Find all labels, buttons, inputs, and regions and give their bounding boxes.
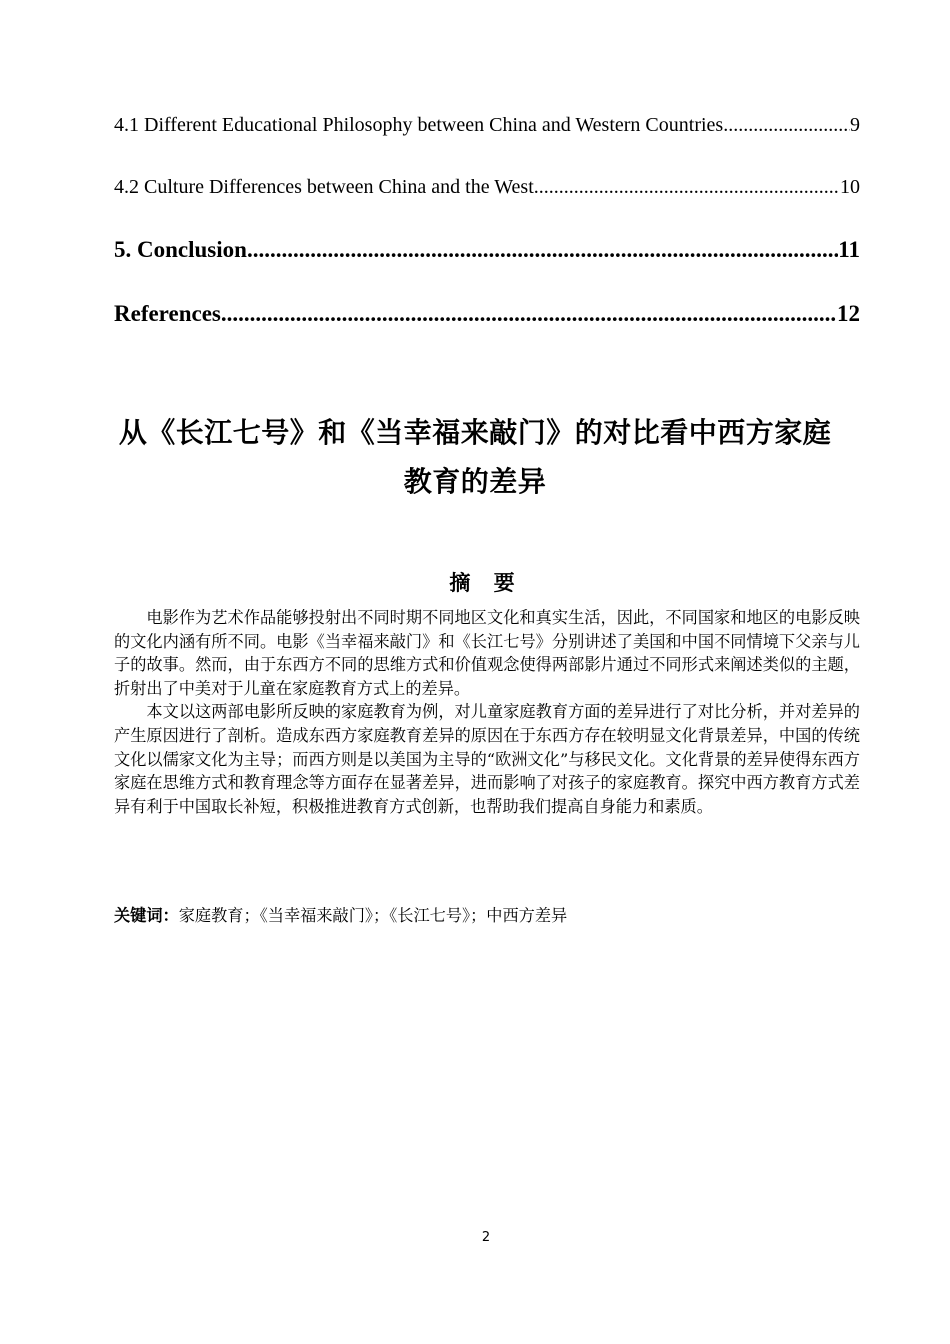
toc-page-number: 9 (850, 114, 860, 136)
abstract-heading: 摘 要 (449, 571, 523, 595)
abstract-paragraph: 本文以这两部电影所反映的家庭教育为例，对儿童家庭教育方面的差异进行了对比分析，并对差异的产生原因进行了剖析。造成东西方家庭教育差异的原因在于东西方存在较明显文化背景差异，中国的传统文化以儒家文化为主导；而西方则是以美国为主导的“欧洲文化”与移民文化。文化背景的差异使得东西方家庭在思维方式和教育理念等方面存在显著差异，进而影响了对孩子的家庭教育。探究中西方教育方式差异有利于中国取长补短，积极推进教育方式创新，也帮助我们提高自身能力和素质。 (114, 702, 860, 816)
keywords-label: 关键词： (114, 906, 179, 925)
keywords-text: 家庭教育；《当幸福来敲门》；《长江七号》；中西方差异 (178, 906, 568, 925)
toc-entry-text: 4.1 Different Educational Philosophy between China and Western Countries (114, 114, 724, 136)
toc-leader-dots (723, 114, 850, 137)
toc-leader-dots (221, 301, 837, 327)
abstract-body (114, 606, 860, 818)
toc-entry-4-2[interactable] (114, 176, 860, 199)
toc-entry-text: 5. Conclusion (114, 237, 247, 262)
paper-title-line-1: 从《长江七号》和《当幸福来敲门》的对比看中西方家庭 (118, 416, 832, 449)
abstract-paragraph: 电影作为艺术作品能够投射出不同时期不同地区文化和真实生活，因此，不同国家和地区的电影反映的文化内涵有所不同。电影《当幸福来敲门》和《长江七号》分别讲述了美国和中国不同情境下父亲与儿子的故事。然而，由于东西方不同的思维方式和价值观念使得两部影片通过不同形式来阐述类似的主题，折射出了中美对于儿童在家庭教育方式上的差异。 (114, 608, 860, 698)
toc-entry-conclusion[interactable] (114, 237, 860, 263)
toc-entry-text: 4.2 Culture Differences between China and the West (114, 176, 534, 198)
paper-title-line-2: 教育的差异 (403, 465, 547, 498)
toc-page-number: 10 (840, 176, 860, 198)
toc-entry-references[interactable] (114, 301, 860, 327)
toc-entry-4-1[interactable] (114, 114, 860, 137)
page-number: 2 (481, 1230, 491, 1245)
toc-page-number: 11 (838, 237, 860, 262)
toc-leader-dots (247, 237, 838, 263)
toc-page-number: 12 (837, 301, 860, 326)
keywords-line (114, 904, 860, 928)
toc-leader-dots (534, 176, 840, 199)
toc-entry-text: References (114, 301, 221, 326)
